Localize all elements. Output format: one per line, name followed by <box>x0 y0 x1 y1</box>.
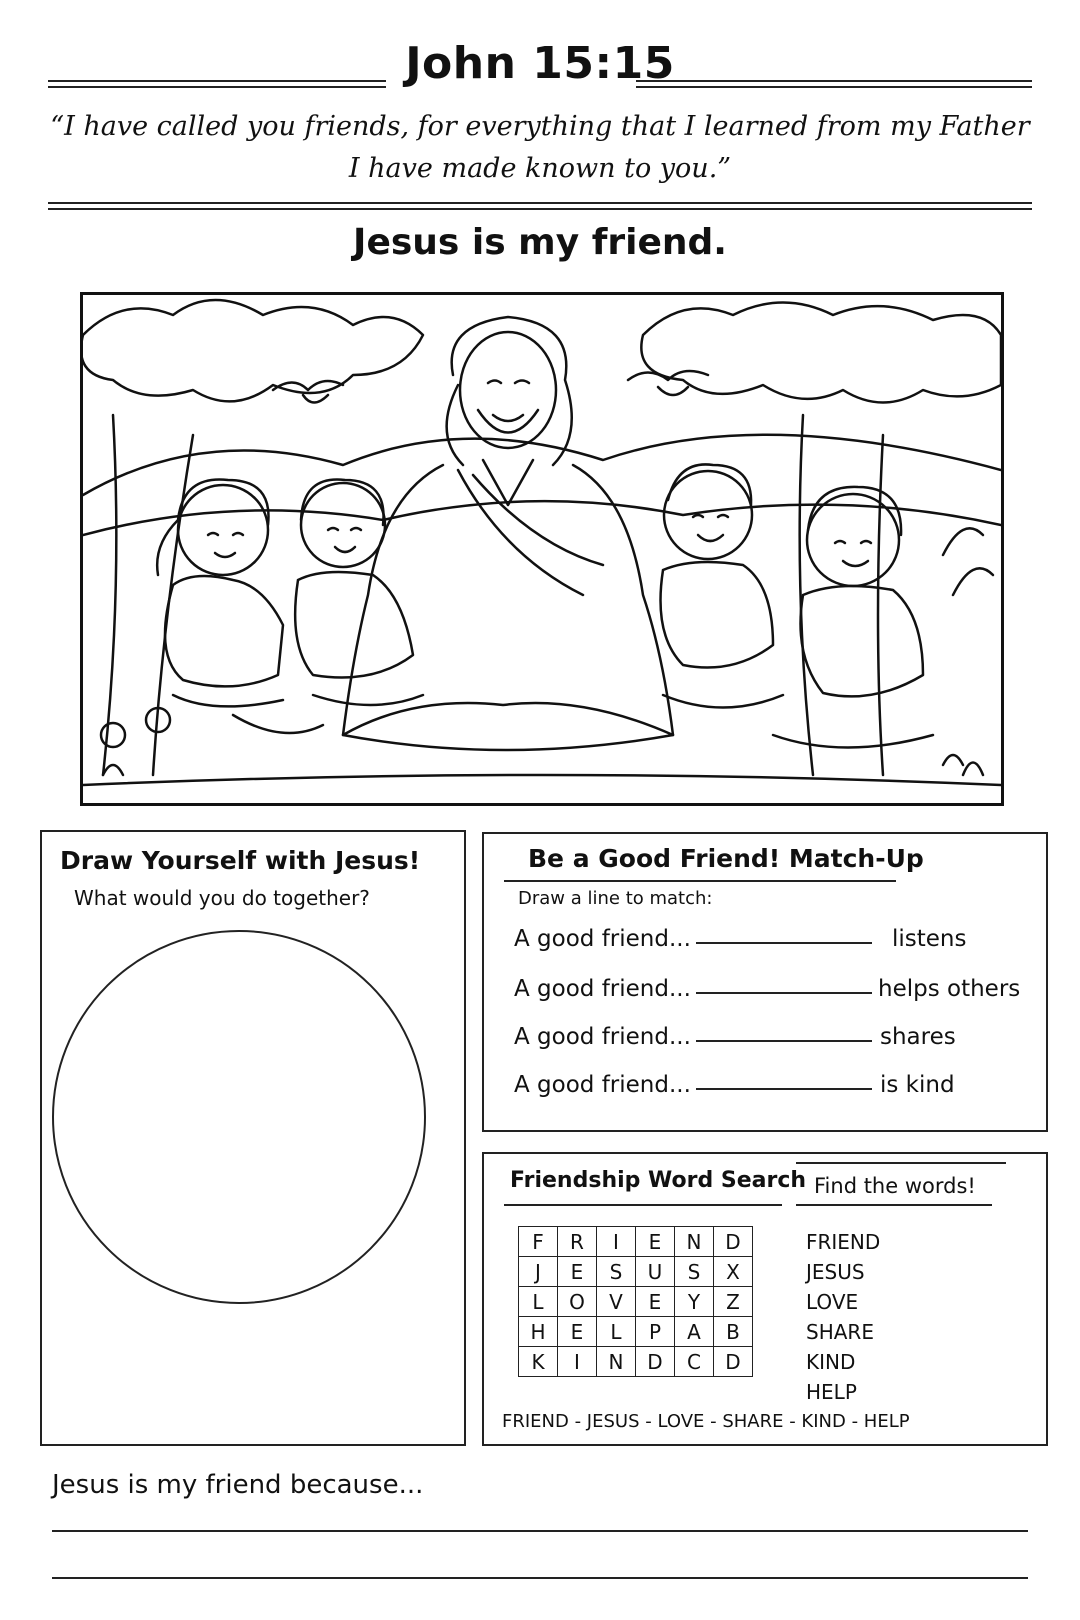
match-up-title: Be a Good Friend! Match-Up <box>528 844 924 873</box>
match-left-label: A good friend... <box>514 976 691 1002</box>
match-right-label: is kind <box>880 1072 955 1098</box>
verse-line-2: I have made known to you.” <box>348 153 732 184</box>
grid-row <box>519 1287 753 1317</box>
word-search-title-underline <box>504 1204 782 1206</box>
writing-line-2[interactable] <box>52 1577 1028 1579</box>
grid-row <box>519 1317 753 1347</box>
match-line[interactable] <box>696 992 872 994</box>
grid-cell[interactable]: R <box>558 1227 597 1257</box>
word-list-item: JESUS <box>806 1260 865 1284</box>
word-list-item: SHARE <box>806 1320 874 1344</box>
word-search-footer: FRIEND - JESUS - LOVE - SHARE - KIND - HELP <box>502 1411 910 1432</box>
draw-yourself-panel <box>40 830 466 1446</box>
grid-cell[interactable]: C <box>675 1347 714 1377</box>
verse-line-1: “I have called you friends, for everything that I learned from my Father <box>50 111 1030 142</box>
grid-cell[interactable]: L <box>597 1317 636 1347</box>
grid-cell[interactable]: S <box>597 1257 636 1287</box>
word-search-panel <box>482 1152 1048 1446</box>
match-line[interactable] <box>696 1040 872 1042</box>
match-left-label: A good friend... <box>514 926 691 952</box>
word-list-item: HELP <box>806 1380 857 1404</box>
grid-cell[interactable]: U <box>636 1257 675 1287</box>
match-right-label: helps others <box>878 976 1021 1002</box>
section-heading: Jesus is my friend. <box>353 222 727 263</box>
grid-cell[interactable]: Y <box>675 1287 714 1317</box>
grid-cell[interactable]: E <box>558 1257 597 1287</box>
grid-cell[interactable]: A <box>675 1317 714 1347</box>
grid-cell[interactable]: L <box>519 1287 558 1317</box>
page-title: John 15:15 <box>405 38 675 89</box>
grid-cell[interactable]: E <box>636 1287 675 1317</box>
grid-cell[interactable]: B <box>714 1317 753 1347</box>
subtitle-rule-top <box>796 1162 1006 1164</box>
grid-cell[interactable]: O <box>558 1287 597 1317</box>
grid-row <box>519 1347 753 1377</box>
grid-cell[interactable]: N <box>597 1347 636 1377</box>
grid-cell[interactable]: D <box>636 1347 675 1377</box>
grid-cell[interactable]: S <box>675 1257 714 1287</box>
match-left-label: A good friend... <box>514 1024 691 1050</box>
verse-rule-bottom <box>48 208 1032 210</box>
grid-cell[interactable]: I <box>597 1227 636 1257</box>
grid-cell[interactable]: N <box>675 1227 714 1257</box>
word-search-subtitle: Find the words! <box>814 1174 976 1198</box>
word-list-item: KIND <box>806 1350 856 1374</box>
match-left-label: A good friend... <box>514 1072 691 1098</box>
grid-cell[interactable]: F <box>519 1227 558 1257</box>
grid-row <box>519 1257 753 1287</box>
drawing-circle[interactable] <box>52 930 426 1304</box>
draw-yourself-title: Draw Yourself with Jesus! <box>60 846 421 875</box>
draw-yourself-subtitle: What would you do together? <box>74 886 370 910</box>
word-list-item: LOVE <box>806 1290 859 1314</box>
match-line[interactable] <box>696 1088 872 1090</box>
grid-cell[interactable]: Z <box>714 1287 753 1317</box>
match-right-label: shares <box>880 1024 956 1050</box>
match-line[interactable] <box>696 942 872 944</box>
jesus-with-children-icon <box>83 295 1001 803</box>
match-up-title-underline <box>504 880 896 882</box>
grid-cell[interactable]: J <box>519 1257 558 1287</box>
subtitle-rule-bottom <box>796 1204 992 1206</box>
match-up-panel <box>482 832 1048 1132</box>
illustration-frame <box>80 292 1004 806</box>
writing-line-1[interactable] <box>52 1530 1028 1532</box>
grid-cell[interactable]: E <box>558 1317 597 1347</box>
grid-cell[interactable]: E <box>636 1227 675 1257</box>
grid-cell[interactable]: D <box>714 1347 753 1377</box>
word-search-title: Friendship Word Search <box>510 1168 807 1193</box>
grid-cell[interactable]: P <box>636 1317 675 1347</box>
match-up-instruction: Draw a line to match: <box>518 888 713 909</box>
word-search-grid <box>518 1226 753 1377</box>
grid-cell[interactable]: I <box>558 1347 597 1377</box>
grid-cell[interactable]: V <box>597 1287 636 1317</box>
match-right-label: listens <box>892 926 967 952</box>
closing-prompt: Jesus is my friend because... <box>52 1470 424 1500</box>
verse-rule-top <box>48 202 1032 204</box>
verse-text <box>40 106 1040 190</box>
grid-cell[interactable]: D <box>714 1227 753 1257</box>
grid-row <box>519 1227 753 1257</box>
grid-cell[interactable]: X <box>714 1257 753 1287</box>
grid-cell[interactable]: K <box>519 1347 558 1377</box>
word-list-item: FRIEND <box>806 1230 881 1254</box>
grid-cell[interactable]: H <box>519 1317 558 1347</box>
